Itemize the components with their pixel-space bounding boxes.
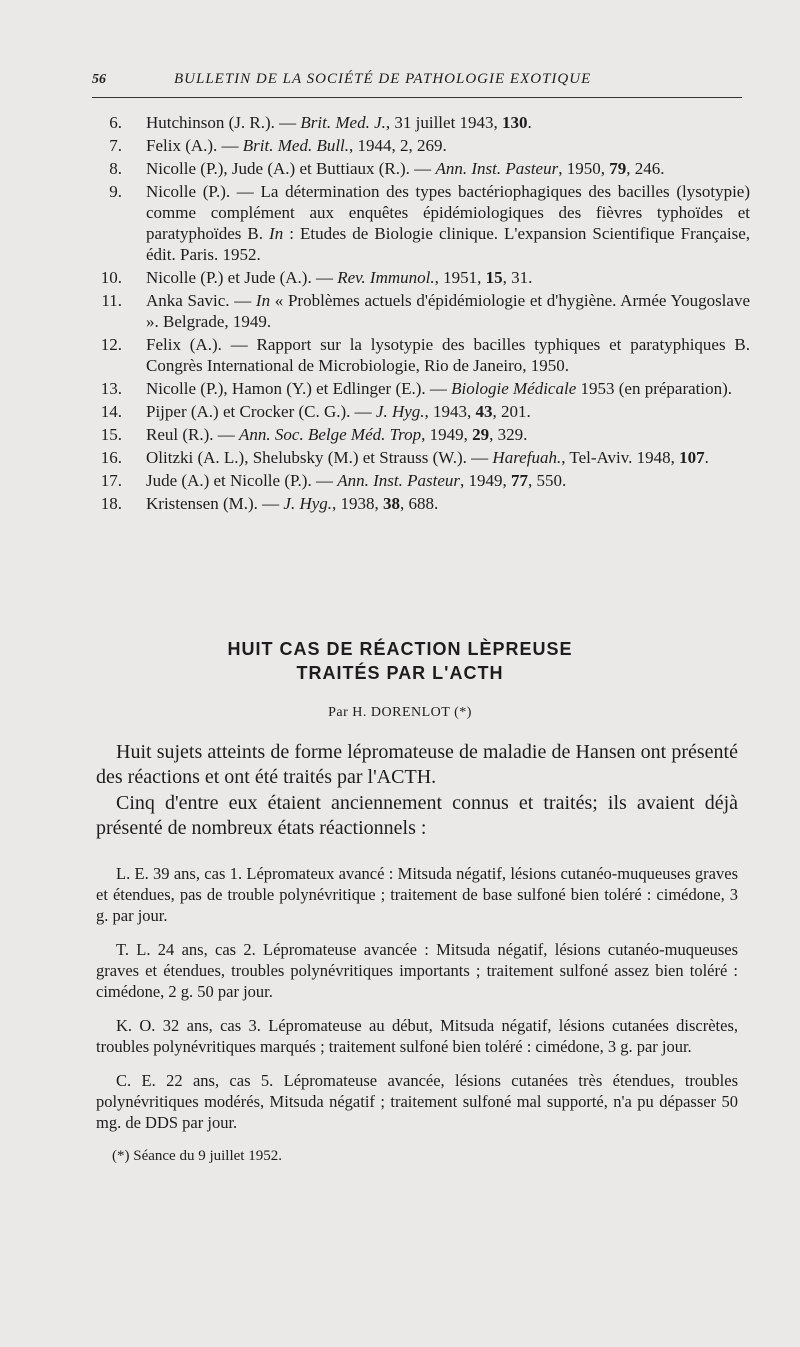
reference-text <box>146 424 750 445</box>
reference-part-a: Pijper (A.) et Crocker (C. G.). — <box>146 402 376 421</box>
reference-number: 7. <box>109 136 122 155</box>
reference-part-b: Harefuah. <box>492 448 562 467</box>
footnote: (*) Séance du 9 juillet 1952. <box>112 1148 282 1164</box>
reference-text <box>146 401 750 422</box>
header-rule <box>92 97 742 98</box>
running-title: BULLETIN DE LA SOCIÉTÉ DE PATHOLOGIE EXOTIQUE <box>174 71 592 87</box>
reference-number: 10. <box>100 268 122 287</box>
reference-part-a: Nicolle (P.). — La détermination des types bactériophagiques des bacilles (lysotypie) comme complément aux enquêtes épidémiologiques des fièvres typhoïdes et paratyphoïdes B. <box>146 182 750 243</box>
reference-part-e: , 550. <box>528 471 567 490</box>
reference-part-b: In <box>255 291 271 310</box>
reference-item <box>100 424 750 445</box>
intro-paragraph: Cinq d'entre eux étaient anciennement connus et traités; ils avaient déjà présenté de nombreux états réactionnels : <box>96 792 738 839</box>
byline: Par H. DORENLOT (*) <box>328 705 472 720</box>
reference-item <box>100 135 750 156</box>
reference-part-a: Felix (A.). — <box>146 136 243 155</box>
case-paragraph: C. E. 22 ans, cas 5. Lépromateuse avancée, lésions cutanées très étendues, troubles polynévritiques modérés, Mitsuda négatif ; traitement sulfoné mal supporté, n'a pu dépasser 50 mg. de DDS par jour. <box>96 1071 738 1132</box>
reference-part-a: Nicolle (P.) et Jude (A.). — <box>146 268 338 287</box>
reference-text <box>146 334 750 376</box>
reference-text <box>146 267 750 288</box>
reference-part-d: 130 <box>502 113 528 132</box>
reference-part-e: , 329. <box>489 425 528 444</box>
reference-number: 17. <box>100 471 122 490</box>
reference-part-d: 79 <box>609 159 627 178</box>
reference-part-a: Olitzki (A. L.), Shelubsky (M.) et Strauss (W.). — <box>146 448 493 467</box>
reference-number: 9. <box>109 182 122 201</box>
reference-item <box>100 112 750 133</box>
reference-item <box>100 470 750 491</box>
reference-part-d: 43 <box>475 402 493 421</box>
reference-item <box>100 401 750 422</box>
reference-item <box>100 290 750 332</box>
reference-part-c: , 1949, <box>421 425 473 444</box>
reference-item <box>100 493 750 514</box>
reference-text <box>146 493 750 514</box>
reference-number: 6. <box>109 113 122 132</box>
reference-item <box>100 181 750 265</box>
page-header <box>92 64 742 96</box>
reference-part-b: Ann. Inst. Pasteur <box>337 471 460 490</box>
reference-part-a: Kristensen (M.). — <box>146 494 284 513</box>
reference-part-b: Ann. Inst. Pasteur <box>435 159 559 178</box>
reference-text <box>146 158 750 179</box>
article-title-line-2: TRAITÉS PAR L'ACTH <box>296 663 504 683</box>
reference-item <box>100 378 750 399</box>
reference-part-a: Felix (A.). — Rapport sur la lysotypie des bacilles typhiques et paratyphiques B. Congrès International de Microbiologie, Rio de Janeiro, 1950. <box>146 335 750 375</box>
reference-part-e: , 246. <box>626 159 665 178</box>
reference-part-c: , 1951, <box>434 268 486 287</box>
reference-part-e: , 31. <box>502 268 533 287</box>
reference-part-a: Jude (A.) et Nicolle (P.). — <box>146 471 338 490</box>
reference-text <box>146 290 750 332</box>
reference-part-b: Brit. Med. Bull. <box>242 136 350 155</box>
reference-part-c: , 1943, <box>424 402 476 421</box>
reference-part-c: , 1938, <box>332 494 384 513</box>
reference-part-b: Rev. Immunol. <box>337 268 435 287</box>
case-paragraph: L. E. 39 ans, cas 1. Lépromateux avancé : Mitsuda négatif, lésions cutanéo-muqueuses graves et étendues, pas de trouble polynévritique ; traitement de base sulfoné bien toléré : cimédone, 3 g. par jour. <box>96 864 738 925</box>
reference-part-d: 15 <box>485 268 503 287</box>
reference-text <box>146 447 750 468</box>
reference-part-c: « Problèmes actuels d'épidémiologie et d'hygiène. Armée Yougoslave ». Belgrade, 1949. <box>146 291 750 331</box>
intro-paragraph: Huit sujets atteints de forme lépromateuse de maladie de Hansen ont présenté des réactions et ont été traités par l'ACTH. <box>96 741 738 788</box>
case-list <box>96 863 738 1133</box>
reference-part-a: Anka Savic. — <box>146 291 256 310</box>
reference-text <box>146 135 750 156</box>
reference-part-e: , 201. <box>492 402 531 421</box>
reference-text <box>146 112 750 133</box>
reference-part-c: , 31 juillet 1943, <box>385 113 503 132</box>
reference-list <box>100 112 750 516</box>
reference-item <box>100 334 750 376</box>
reference-part-c: , 1944, 2, 269. <box>349 136 447 155</box>
reference-number: 8. <box>109 159 122 178</box>
reference-part-b: Ann. Soc. Belge Méd. Trop <box>239 425 422 444</box>
reference-number: 18. <box>100 494 122 513</box>
reference-part-c: , 1949, <box>460 471 511 490</box>
reference-part-d: 107 <box>679 448 705 467</box>
reference-part-a: Hutchinson (J. R.). — <box>146 113 301 132</box>
reference-part-c: , 1950, <box>558 159 610 178</box>
reference-part-b: J. Hyg. <box>375 402 425 421</box>
reference-item <box>100 447 750 468</box>
reference-text <box>146 470 750 491</box>
reference-number: 12. <box>100 335 122 354</box>
case-paragraph: T. L. 24 ans, cas 2. Lépromateuse avancée : Mitsuda négatif, lésions cutanéo-muqueuses graves et étendues, troubles polynévritiques importants ; traitement sulfoné assez bien toléré : cimédone, 2 g. 50 par jour. <box>96 940 738 1001</box>
reference-item <box>100 158 750 179</box>
reference-part-b: In <box>269 224 284 243</box>
reference-text <box>146 181 750 265</box>
page-number: 56 <box>92 72 106 87</box>
reference-part-a: Nicolle (P.), Hamon (Y.) et Edlinger (E.). — <box>146 379 452 398</box>
article-title <box>0 637 800 685</box>
reference-part-c: : Etudes de Biologie clinique. L'expansion Scientifique Française, édit. Paris. 1952. <box>146 224 750 264</box>
case-paragraph: K. O. 32 ans, cas 3. Lépromateuse au début, Mitsuda négatif, lésions cutanées discrètes, troubles polynévritiques marqués ; traitement sulfoné bien toléré : cimédone, 3 g. par jour. <box>96 1016 738 1056</box>
reference-part-a: Reul (R.). — <box>146 425 240 444</box>
reference-part-a: Nicolle (P.), Jude (A.) et Buttiaux (R.). — <box>146 159 436 178</box>
reference-part-e: . <box>527 113 532 132</box>
reference-part-b: Brit. Med. J. <box>300 113 386 132</box>
reference-number: 13. <box>100 379 122 398</box>
reference-text <box>146 378 750 399</box>
reference-number: 15. <box>100 425 122 444</box>
reference-part-b: J. Hyg. <box>283 494 333 513</box>
reference-part-d: 38 <box>383 494 401 513</box>
article-title-line-1: HUIT CAS DE RÉACTION LÈPREUSE <box>227 639 573 659</box>
reference-part-e: . <box>704 448 709 467</box>
reference-part-e: , 688. <box>400 494 439 513</box>
reference-part-d: 29 <box>472 425 490 444</box>
reference-item <box>100 267 750 288</box>
reference-part-d: 77 <box>511 471 528 490</box>
reference-number: 14. <box>100 402 122 421</box>
reference-part-c: 1953 (en préparation). <box>576 379 733 398</box>
reference-number: 11. <box>101 291 122 310</box>
article-body <box>96 740 738 1166</box>
reference-part-b: Biologie Médicale <box>451 379 577 398</box>
reference-number: 16. <box>100 448 122 467</box>
reference-part-c: , Tel-Aviv. 1948, <box>561 448 680 467</box>
